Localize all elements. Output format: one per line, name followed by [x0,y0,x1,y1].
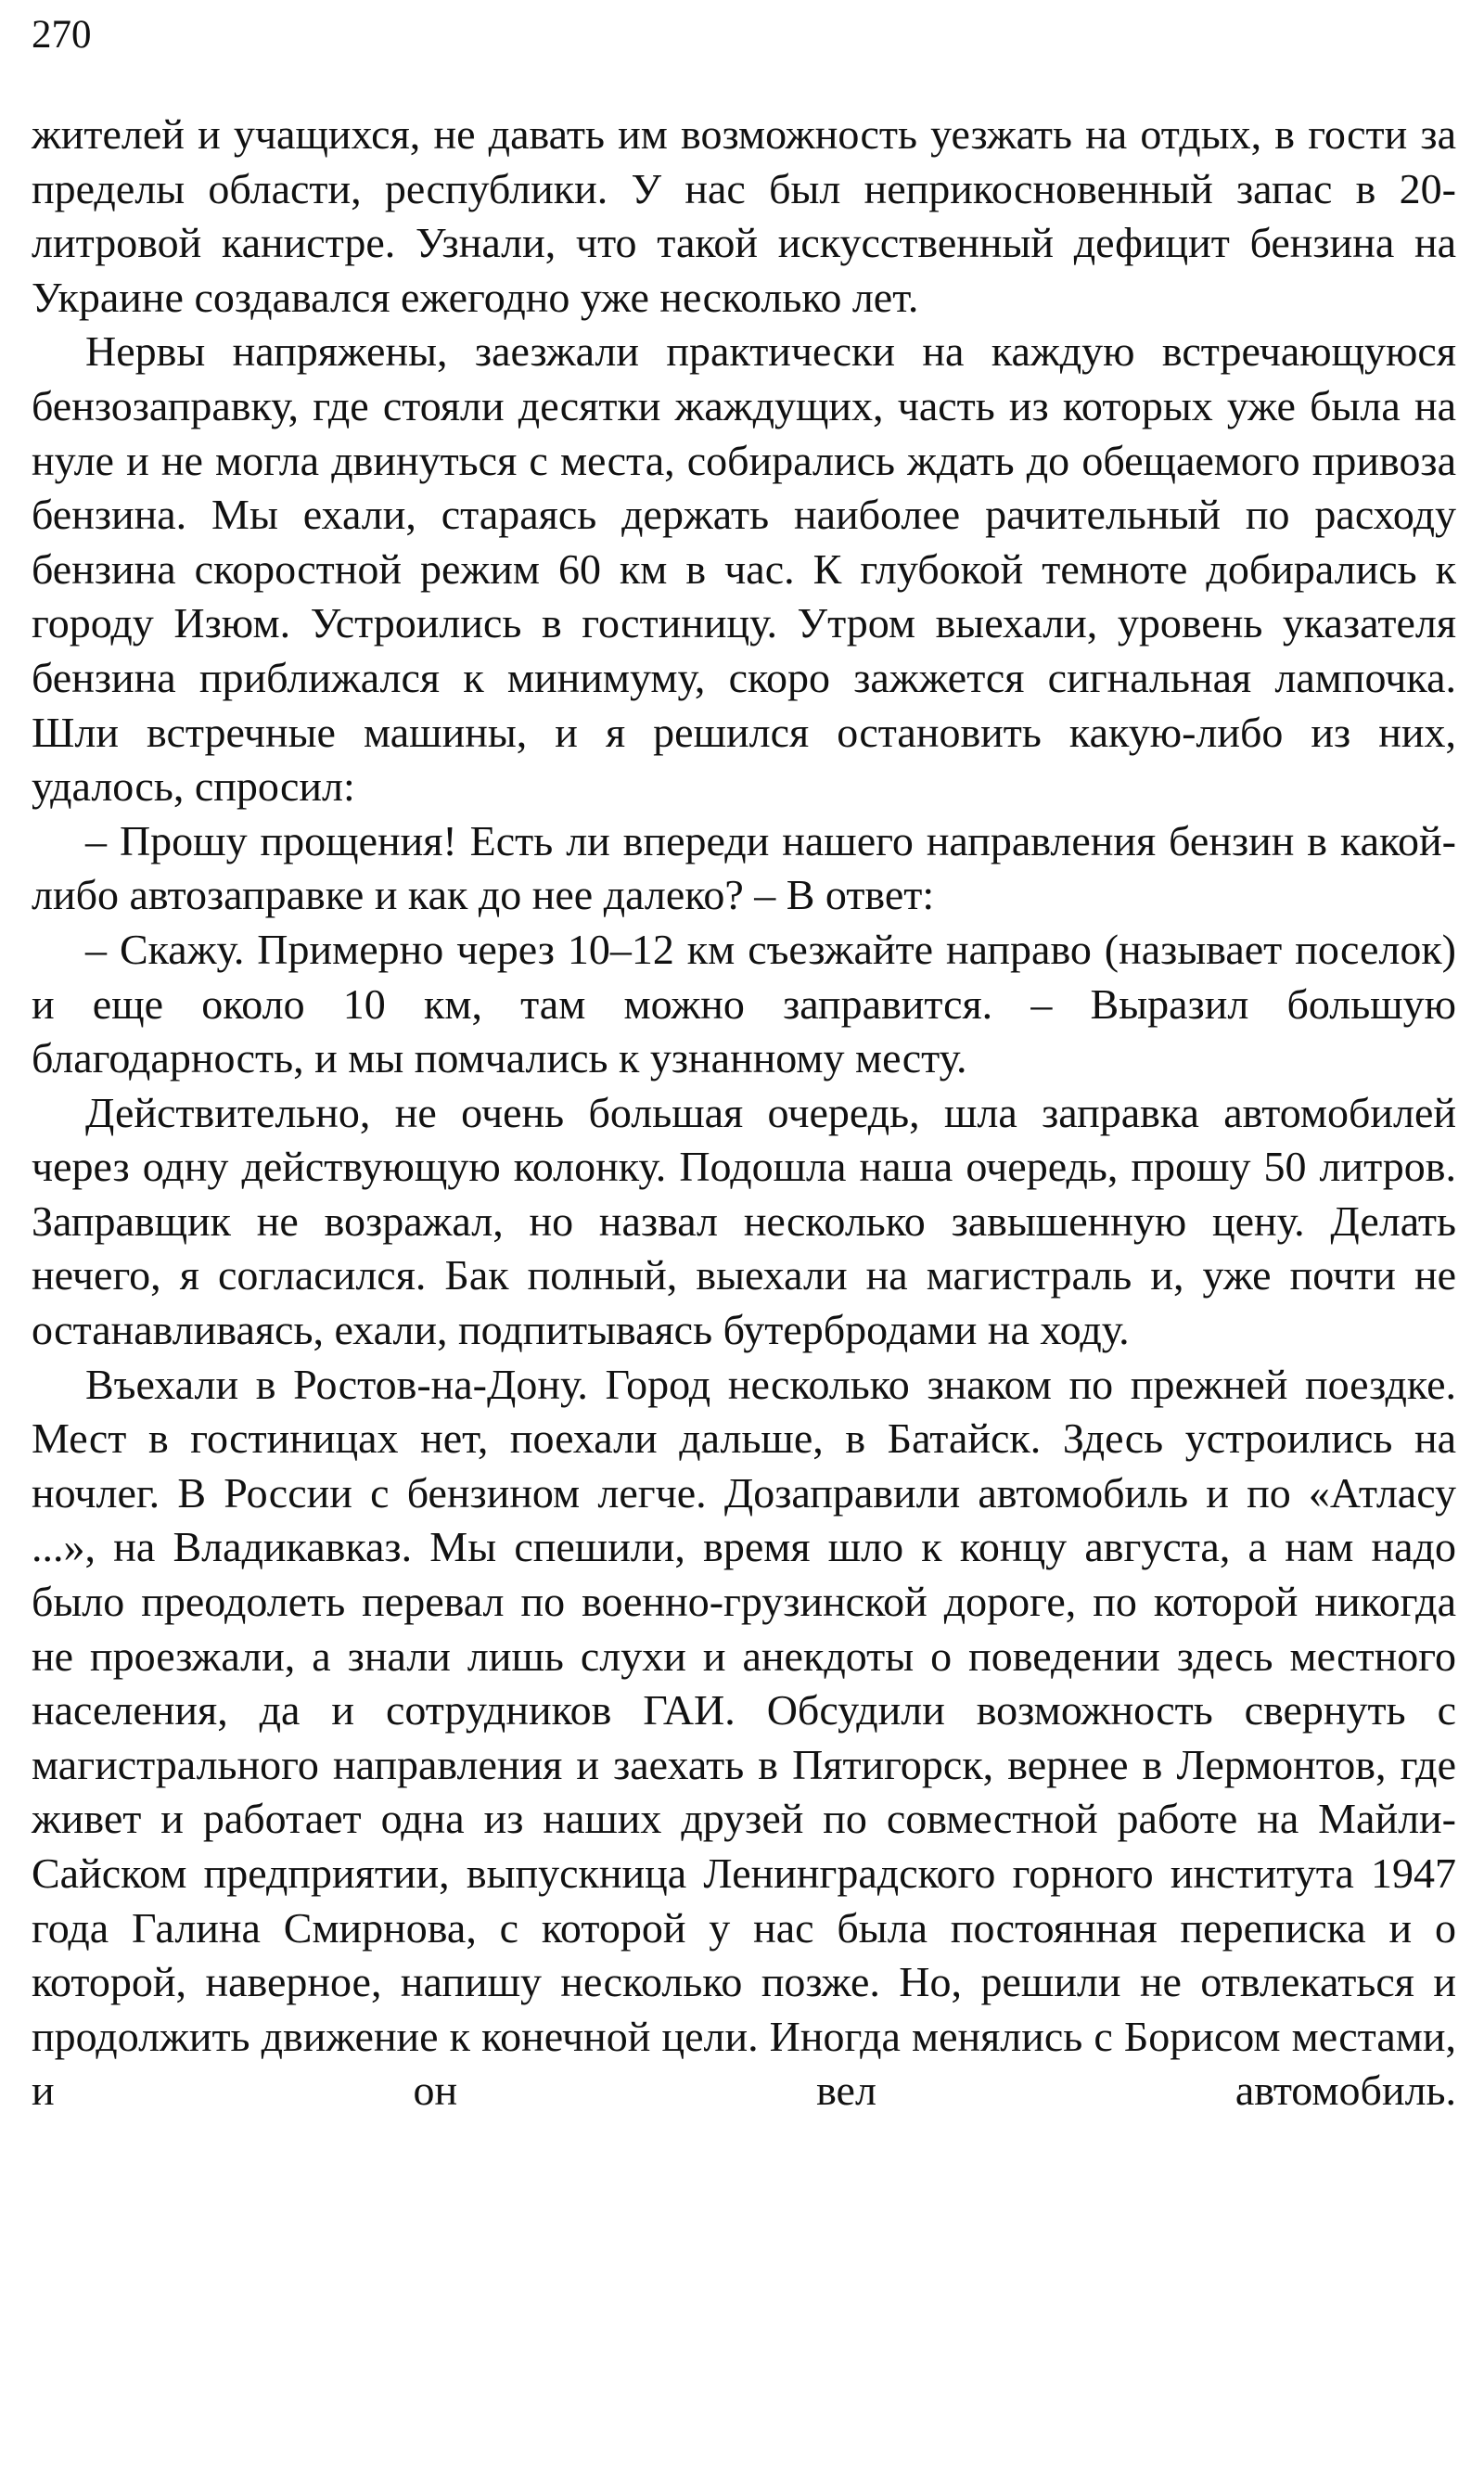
page-number: 270 [32,13,92,57]
paragraph-1: жителей и учащихся, не давать им возможность уезжать на отдых, в гости за пределы области, республики. У нас был неприкосновенный запас в 20-литровой канистре. Узнали, что такой искусственный дефицит бензина на Украине создавался ежегодно уже несколько лет. [32,110,1456,321]
paragraph-4: – Скажу. Примерно через 10–12 км съезжайте направо (называет поселок) и еще около 10 км, там можно заправится. – Выразил большую благодарность, и мы помчались к узнанному месту. [32,925,1456,1082]
paragraph-3: – Прошу прощения! Есть ли впереди нашего направления бензин в какой-либо автозаправке и как до нее далеко? – В ответ: [32,816,1456,919]
paragraph-6: Въехали в Ростов-на-Дону. Город несколько знаком по прежней поездке. Мест в гостиницах нет, поехали дальше, в Батайск. Здесь устроились на ночлег. В России с бензином легче. Дозаправили автомобиль и по «Атласу ...», на Владикавказ. Мы спешили, время шло к концу августа, а нам надо было преодолеть перевал по военно-грузинской дороге, по которой никогда не проезжали, а знали лишь слухи и анекдоты о поведении здесь местного населения, да и сотрудников ГАИ. Обсудили возможность свернуть с магистрального направления и заехать в Пятигорск, вернее в Лермонтов, где живет и работает одна из наших друзей по совместной работе на Майли-Сайском предприятии, выпускница Ленинградского горного института 1947 года Галина Смирнова, с которой у нас была постоянная переписка и о которой, наверное, напишу несколько позже. Но, решили не отвлекаться и продолжить движение к конечной цели. Иногда менялись с Борисом местами, и он вел автомобиль. [32,1360,1456,2115]
paragraph-2: Нервы напряжены, заезжали практически на каждую встречающуюся бензозаправку, где стояли десятки жаждущих, часть из которых уже была на нуле и не могла двинуться с места, собирались ждать до обещаемого привоза бензина. Мы ехали, стараясь держать наиболее рачительный по расходу бензина скоростной режим 60 км в час. К глубокой темноте добирались к городу Изюм. Устроились в гостиницу. Утром выехали, уровень указателя бензина приближался к минимуму, скоро зажжется сигнальная лампочка. Шли встречные машины, и я решился остановить какую-либо из них, удалось, спросил: [32,327,1456,811]
page-text-body [32,108,1456,2118]
paragraph-5: Действительно, не очень большая очередь, шла заправка автомобилей через одну действующую колонку. Подошла наша очередь, прошу 50 литров. Заправщик не возражал, но назвал несколько завышенную цену. Делать нечего, я согласился. Бак полный, выехали на магистраль и, уже почти не останавливаясь, ехали, подпитываясь бутербродами на ходу. [32,1088,1456,1354]
